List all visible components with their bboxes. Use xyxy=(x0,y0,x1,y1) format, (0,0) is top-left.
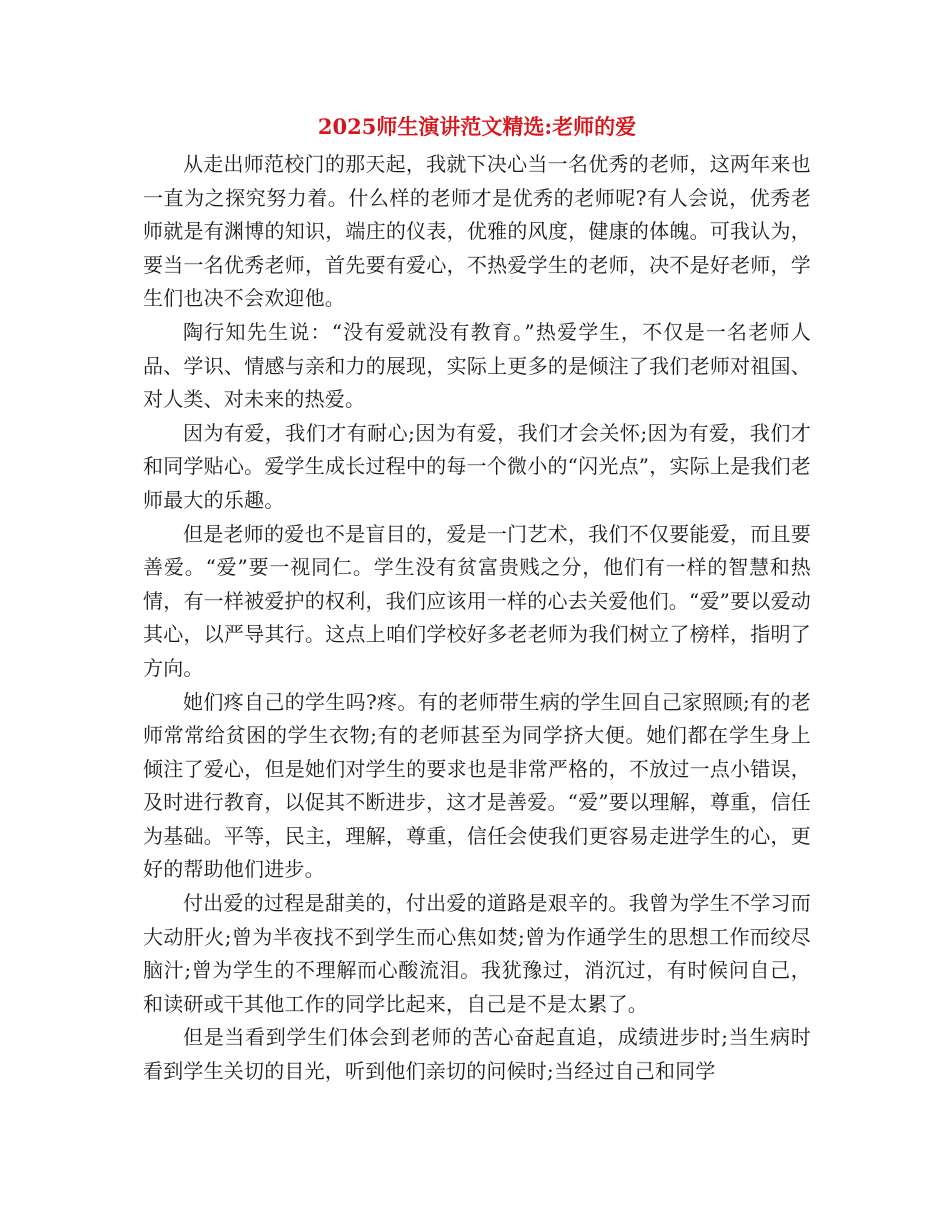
paragraph-7: 但是当看到学生们体会到老师的苦心奋起直追，成绩进步时;当生病时看到学生关切的目光，听到他们亲切的问候时;当经过自己和同学 xyxy=(143,1025,811,1084)
document-page xyxy=(143,110,811,1089)
paragraph-6: 付出爱的过程是甜美的，付出爱的道路是艰辛的。我曾为学生不学习而大动肝火;曾为半夜找不到学生而心焦如焚;曾为作通学生的思想工作而绞尽脑汁;曾为学生的不理解而心酸流泪。我犹豫过，消沉过，有时候问自己，和读研或干其他工作的同学比起来，自己是不是太累了。 xyxy=(143,891,811,1016)
paragraph-3: 因为有爱，我们才有耐心;因为有爱，我们才会关怀;因为有爱，我们才和同学贴心。爱学生成长过程中的每一个微小的“闪光点”，实际上是我们老师最大的乐趣。 xyxy=(143,420,811,512)
paragraph-5: 她们疼自己的学生吗?疼。有的老师带生病的学生回自己家照顾;有的老师常常给贫困的学生衣物;有的老师甚至为同学挤大便。她们都在学生身上倾注了爱心，但是她们对学生的要求也是非常严格的，不放过一点小错误，及时进行教育，以促其不断进步，这才是善爱。“爱”要以理解，尊重，信任为基础。平等，民主，理解，尊重，信任会使我们更容易走进学生的心，更好的帮助他们进步。 xyxy=(143,689,811,882)
paragraph-4: 但是老师的爱也不是盲目的，爱是一门艺术，我们不仅要能爱，而且要善爱。“爱”要一视同仁。学生没有贫富贵贱之分，他们有一样的智慧和热情，有一样被爱护的权利，我们应该用一样的心去关爱他们。“爱”要以爱动其心，以严导其行。这点上咱们学校好多老老师为我们树立了榜样，指明了方向。 xyxy=(143,521,811,680)
paragraph-1: 从走出师范校门的那天起，我就下决心当一名优秀的老师，这两年来也一直为之探究努力着。什么样的老师才是优秀的老师呢?有人会说，优秀老师就是有渊博的知识，端庄的仪表，优雅的风度，健康的体魄。可我认为，要当一名优秀老师，首先要有爱心，不热爱学生的老师，决不是好老师，学生们也决不会欢迎他。 xyxy=(143,152,811,311)
document-title: 2025师生演讲范文精选:老师的爱 xyxy=(317,114,637,139)
paragraph-2: 陶行知先生说：“没有爱就没有教育。”热爱学生，不仅是一名老师人品、学识、情感与亲和力的展现，实际上更多的是倾注了我们老师对祖国、对人类、对未来的热爱。 xyxy=(143,319,811,412)
